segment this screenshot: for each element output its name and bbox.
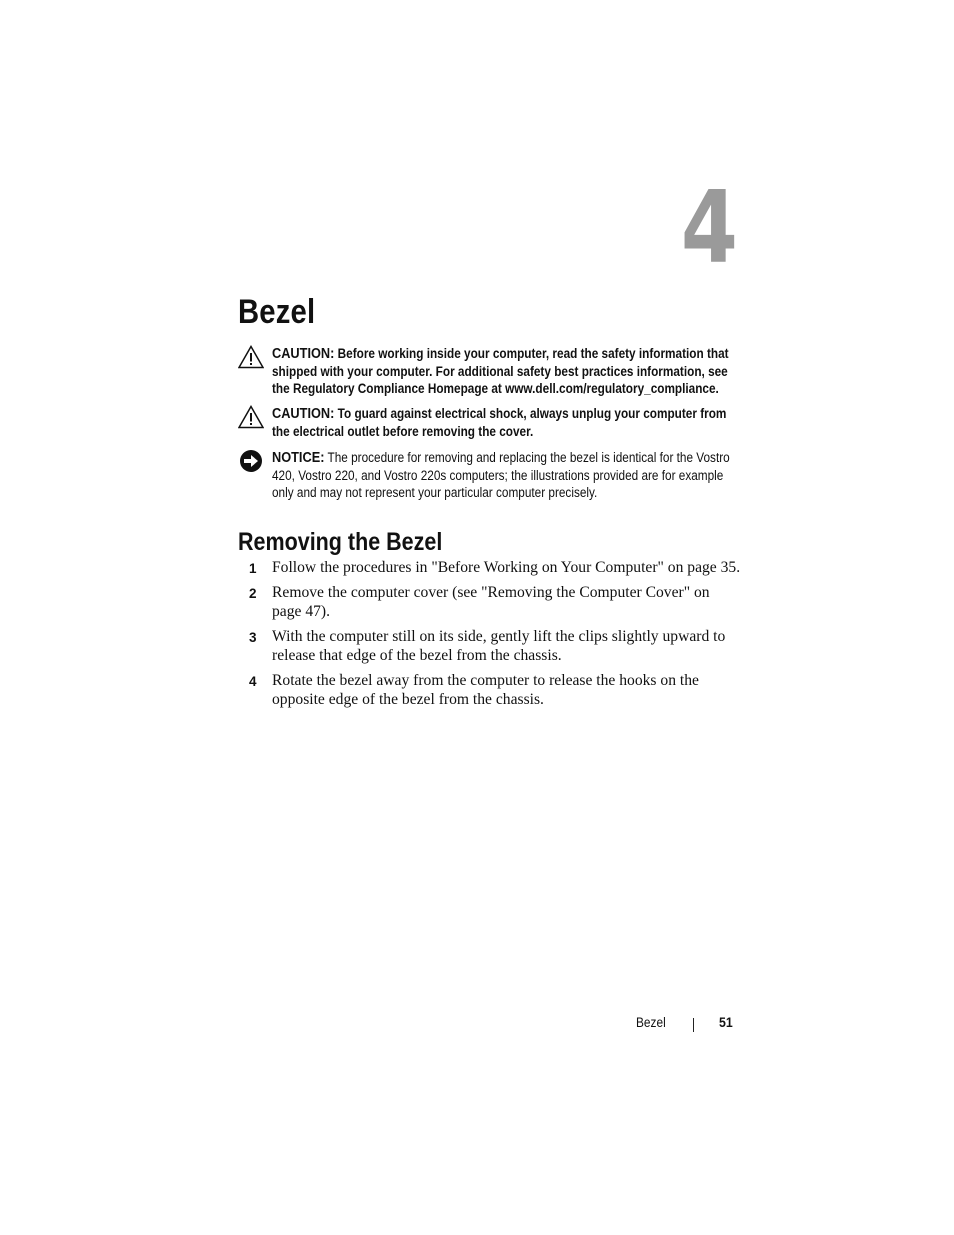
caution-note-safety (238, 345, 738, 398)
step-item (238, 671, 748, 710)
step-number: 4 (249, 673, 257, 689)
caution-body: To guard against electrical shock, always unplug your computer from the electrical outlet before removing the cover. (272, 406, 727, 440)
step-item (238, 583, 748, 622)
step-text: With the computer still on its side, gently lift the clips slightly upward to release that edge of the bezel from the chassis. (272, 627, 726, 664)
step-text: Remove the computer cover (see "Removing the Computer Cover" on page 47). (272, 583, 710, 620)
step-number: 2 (249, 585, 257, 601)
caution-text (272, 405, 737, 440)
step-number: 1 (249, 561, 257, 576)
notice-text (272, 449, 737, 502)
notice-arrow-icon (238, 449, 264, 473)
caution-text (272, 345, 737, 398)
warning-triangle-icon (238, 405, 264, 429)
chapter-title: Bezel (238, 293, 316, 331)
notice-body: The procedure for removing and replacing the bezel is identical for the Vostro 420, Vostro 220, and Vostro 220s computers; the illustrations provided are for example only and may not represent your particular computer precisely. (272, 450, 730, 501)
caution-body: Before working inside your computer, read the safety information that shipped with your computer. For additional safety best practices information, see the Regulatory Compliance Homepage at www.dell.com/regulatory_compliance. (272, 346, 729, 397)
step-item (238, 627, 748, 666)
step-text: Follow the procedures in "Before Working on Your Computer" on page 35. (272, 559, 741, 576)
chapter-number: 4 (680, 169, 738, 286)
caution-note-shock (238, 405, 738, 440)
caution-label: CAUTION: (272, 346, 335, 362)
notice-label: NOTICE: (272, 450, 325, 466)
warning-triangle-icon (238, 345, 264, 369)
step-number: 3 (249, 629, 257, 645)
notice-note (238, 449, 738, 502)
footer-section-name: Bezel (636, 1015, 666, 1030)
page-number: 51 (719, 1014, 733, 1030)
section-heading: Removing the Bezel (238, 528, 443, 556)
caution-label: CAUTION: (272, 406, 335, 422)
step-text: Rotate the bezel away from the computer to release the hooks on the opposite edge of the bezel from the chassis. (272, 671, 699, 708)
step-item (238, 558, 748, 578)
procedure-steps (238, 558, 748, 715)
footer-divider (693, 1018, 694, 1032)
